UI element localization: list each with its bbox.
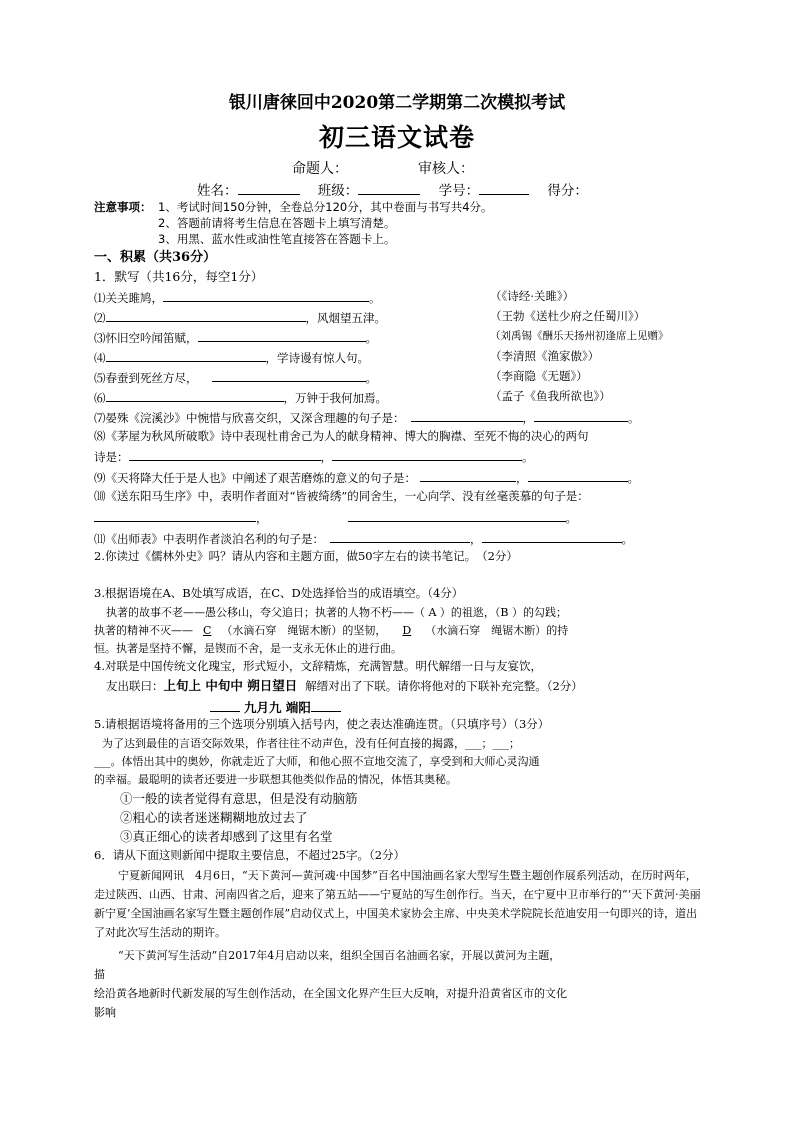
answer-blank[interactable] [411,408,523,422]
note-3: 3、用黑、蓝水性或油性笔直接答在答题卡上。 [158,232,396,246]
answer-blank[interactable] [106,348,266,362]
q5-option-1: ①一般的读者觉得有意思，但是没有动脑筋 [120,791,358,806]
q1-line-10a: ⑽《送东阳马生序》中，表明作者面对“皆被绮绣”的同舍生，一心向学、没有丝毫羡慕的句子是： [94,489,589,503]
q1-source-2: （王勃《送杜少府之任蜀川》） [490,309,646,323]
q3-head: 3.根据语境在A、B处填写成语，在C、D处选择恰当的成语填空。（4分） [94,586,464,600]
answer-blank[interactable] [534,408,628,422]
q1-source-1: （《诗经·关雎》） [490,289,575,303]
q6-news-line-3: 绘沿黄各地新时代新发展的写生创作活动，在全国文化界产生巨大反响，对提升沿黄省区市的文化 [94,987,567,1000]
exam-title: 银川唐徕回中2020第二学期第二次模拟考试 [228,93,566,113]
q1-line-7: ⑺晏殊《浣溪沙》中惋惜与欣喜交织，又深含理趣的句子是： ， 。 [94,408,640,427]
answer-blank[interactable] [311,698,341,712]
q4-line-1: 4.对联是中国传统文化瑰宝，形式短小，文辞精炼，充满智慧。明代解缙一日与友宴饮， [94,659,542,673]
q2-text: 2.你读过《儒林外史》吗？请从内容和主题方面，做50字左右的读书笔记。 （2分） [94,549,518,563]
student-info-row [197,181,588,200]
q6-head: 6．请从下面这则新闻中提取主要信息，不超过25字。（2分） [94,848,406,862]
q1-source-5: （李商隐《无题》） [490,369,588,383]
q1-line-1: ⑴关关雎鸠， 。 [94,288,381,307]
q5-line-2: ___。体悟出其中的奥妙，你就走近了大师，和他心照不宣地交流了，享受到和大师心灵沟通 [94,755,540,768]
answer-blank[interactable] [210,698,240,712]
couplet-upper: 上旬上 中旬中 朔日望日 [163,678,298,693]
blank-d[interactable]: D [402,624,412,637]
answer-blank[interactable] [106,308,306,322]
q5-option-2: ②粗心的读者迷迷糊糊地放过去了 [120,810,308,825]
q1-source-3: （刘禹锡《酬乐天扬州初逢席上见赠》 [490,330,669,342]
section-heading: 一、积累（共36分） [94,250,217,265]
q4-line-3: 九月九 端阳 [210,698,341,717]
name-label: 姓名： [197,183,238,199]
proposer-label: 命题人： [292,161,348,177]
name-field[interactable] [238,181,300,195]
q5-head: 5.请根据语境将备用的三个选项分别填入括号内，使之表达准确连贯。（只填序号）（3分） [94,717,550,731]
q1-line-9: ⑼《天将降大任于是人也》中阐述了艰苦磨炼的意义的句子是： ， 。 [94,468,639,487]
answer-blank[interactable] [348,508,566,522]
notes-label: 注意事项： [94,200,152,214]
answer-blank[interactable] [129,447,321,461]
q5-option-3: ③真正细心的读者却感到了这里有名堂 [120,829,333,844]
note-2: 2、答题前请将考生信息在答题卡上填写清楚。 [158,216,396,230]
answer-blank[interactable] [332,447,522,461]
q3-line-1: 执著的故事不老——愚公移山，夸父追日；执著的人物不朽——（ A ）的祖逖，（B ）的勾践； [106,606,568,619]
q6-news-line-1: “天下黄河写生活动”自2017年4月启动以来，组织全国百名油画名家，开展以黄河为主题， [118,949,561,962]
number-field[interactable] [479,181,529,195]
q1-line-5: ⑸春蚕到死丝方尽， 。 [94,368,377,387]
answer-blank[interactable] [528,468,628,482]
exam-subtitle: 初三语文试卷 [318,123,475,152]
note-1: 1、考试时间150分钟，全卷总分120分，其中卷面与书写共4分。 [158,200,493,214]
blank-c[interactable]: C [203,624,212,637]
answer-blank[interactable] [212,368,366,382]
q1-line-6: ⑹ ，万钟于我何加焉。 [94,388,387,407]
answer-blank[interactable] [420,468,516,482]
q4-line-2: 友出联曰：上旬上 中旬中 朔日望日 解缙对出了下联。请你将他对的下联补充完整。（2分） [106,678,583,693]
class-label: 班级： [317,183,359,199]
q6-news-paragraph-1: 宁夏新闻网讯 4月6日，“天下黄河—黄河魂·中国梦”百名中国油画名家大型写生暨主题创作展系列活动，在历时两年，走过陕西、山西、甘肃、河南四省之后，迎来了第五站——宁夏站的写生创作行。当天，在宁夏中卫市举行的“‘天下黄河·美丽新宁夏’全国油画名家写生暨主题创作展”启动仪式上，中国美术家协会主席、中央美术学院院长范迪安用一句即兴的诗，道出了对此次写生活动的期许。 [94,869,701,939]
reviewer-label: 审核人： [418,161,474,177]
q5-line-3: 的幸福。最聪明的读者还要进一步联想其他类似作品的情况，体悟其奥秘。 [94,773,457,786]
q1-line-8a: ⑻《茅屋为秋风所破歌》诗中表现杜甫舍己为人的献身精神、博大的胸襟、至死不悔的决心的两句 [94,429,589,443]
q6-news-line-4: 影响 [94,1006,116,1019]
class-field[interactable] [358,181,420,195]
q1-line-2: ⑵ ，风烟望五津。 [94,308,386,327]
answer-blank[interactable] [330,529,470,543]
q1-head: 1．默写（共16分，每空1分） [94,269,264,284]
q5-line-1: 为了达到最佳的言语交际效果，作者往往不动声色，没有任何直接的揭露，___；___； [102,737,520,750]
answer-blank[interactable] [94,508,256,522]
answer-blank[interactable] [106,388,284,402]
q1-source-6: （孟子《鱼我所欲也》） [490,389,611,403]
q3-line-2: 执著的精神不灭—— C （水滴石穿 绳锯木断）的坚韧， D （水滴石穿 绳锯木断）的持 [94,624,569,637]
q1-line-8b: 诗是： ， 。 [94,447,534,466]
q1-line-4: ⑷ ，学诗谩有惊人句。 [94,348,369,367]
answer-blank[interactable] [163,288,369,302]
q1-line-3: ⑶怀旧空吟闻笛赋， 。 [94,328,377,347]
q1-line-11: ⑾《出师表》中表明作者淡泊名利的句子是： ， 。 [94,529,633,548]
q6-news-line-2: 描 [94,968,105,981]
q3-line-3: 恒。执著是坚持不懈，是锲而不舍，是一支永无休止的进行曲。 [94,642,402,655]
q1-line-10b: ， 。 [94,508,577,527]
answer-blank[interactable] [482,529,622,543]
score-label: 得分： [547,183,588,199]
number-label: 学号： [438,183,480,199]
answer-blank[interactable] [198,328,366,342]
q1-source-4: （李清照《渔家傲》） [490,349,600,363]
